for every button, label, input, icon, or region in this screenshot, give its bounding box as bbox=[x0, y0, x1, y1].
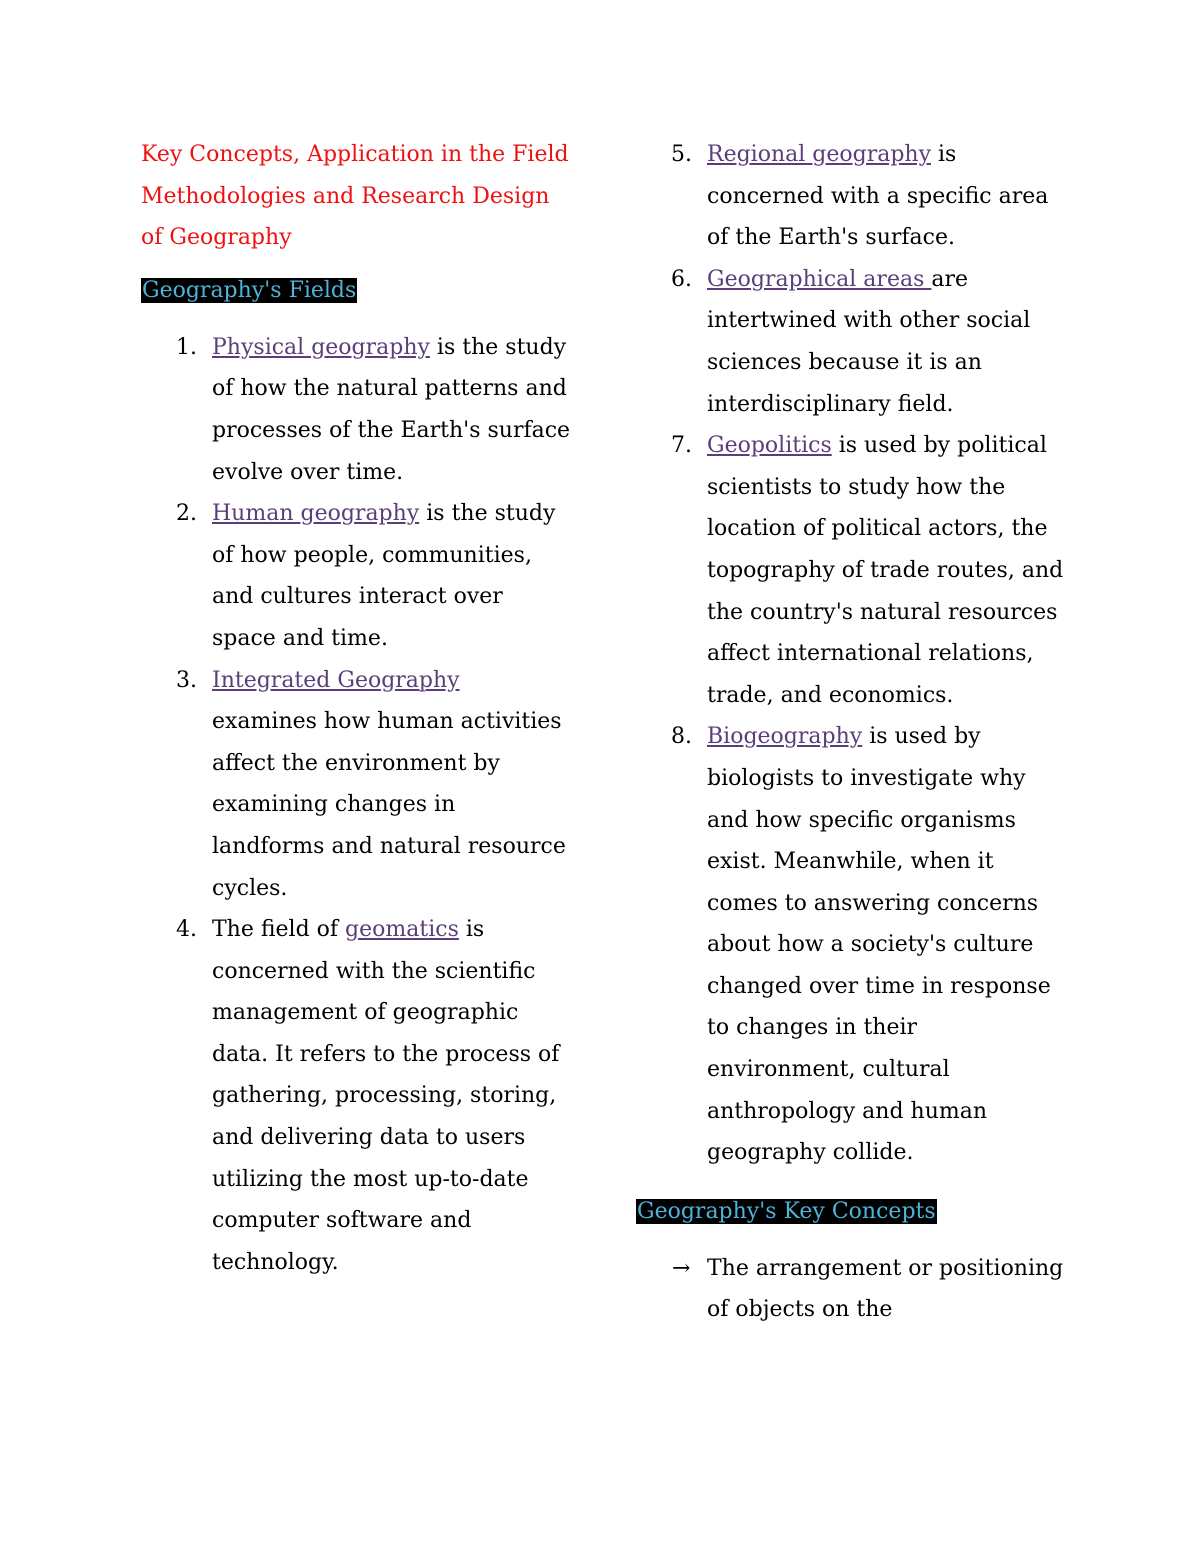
item-pre: The field of bbox=[212, 917, 346, 943]
physical-geography-link[interactable]: Physical geography bbox=[212, 334, 430, 360]
right-column bbox=[636, 134, 1066, 1331]
field-item bbox=[141, 909, 571, 1283]
item-number: 4. bbox=[176, 917, 197, 943]
item-number: 1. bbox=[176, 334, 197, 360]
arrow-icon: → bbox=[672, 1255, 691, 1281]
regional-geography-link[interactable]: Regional geography bbox=[707, 142, 932, 167]
item-text: is used by political scientists to study how the location of political actors, the topography of trade routes, and the country's natural resources affect international relations, trade, and economics. bbox=[707, 433, 1064, 708]
concepts-list bbox=[636, 1248, 1066, 1331]
concept-text: The arrangement or positioning of objects on the bbox=[707, 1255, 1064, 1323]
item-text: examines how human activities affect the environment by examining changes in landforms and natural resource cycles. bbox=[212, 709, 566, 901]
fields-list-part2 bbox=[636, 134, 1066, 1174]
item-number: 3. bbox=[176, 667, 197, 693]
human-geography-link[interactable]: Human geography bbox=[212, 501, 420, 527]
field-item bbox=[636, 259, 1066, 425]
left-column bbox=[141, 134, 571, 1283]
geographical-areas-link[interactable]: Geographical areas bbox=[707, 266, 932, 292]
document-title: Key Concepts, Application in the Field Methodologies and Research Design of Geography bbox=[141, 142, 569, 251]
fields-heading bbox=[141, 275, 571, 307]
field-item bbox=[636, 425, 1066, 716]
field-item bbox=[141, 327, 571, 493]
item-text: is used by biologists to investigate why and how specific organisms exist. Meanwhile, when it comes to answering concerns about how a society's culture changed over time in response to changes in their environment, cultural anthropology and human geography collide. bbox=[707, 724, 1051, 1166]
fields-heading-label: Geography's Fields bbox=[142, 277, 357, 303]
integrated-geography-link[interactable]: Integrated Geography bbox=[212, 667, 460, 693]
fields-list-part1 bbox=[141, 327, 571, 1284]
field-item bbox=[141, 660, 571, 910]
field-item bbox=[141, 493, 571, 659]
geomatics-link[interactable]: geomatics bbox=[345, 917, 459, 943]
item-number: 6. bbox=[671, 266, 692, 292]
concepts-heading bbox=[636, 1196, 1066, 1228]
item-number: 5. bbox=[671, 142, 692, 167]
field-item bbox=[636, 716, 1066, 1174]
item-number: 7. bbox=[671, 433, 692, 459]
item-text: is the study of how the natural patterns and processes of the Earth's surface evolve over time. bbox=[212, 334, 571, 485]
item-text: is concerned with a specific area of the Earth's surface. bbox=[707, 142, 1049, 251]
concept-item bbox=[636, 1248, 1066, 1331]
item-number: 8. bbox=[671, 724, 692, 750]
concepts-heading-label: Geography's Key Concepts bbox=[637, 1198, 936, 1224]
item-text: is concerned with the scientific management of geographic data. It refers to the process of gathering, processing, storing, and delivering data to users utilizing the most up-to-date computer software and technology. bbox=[212, 917, 560, 1275]
field-item bbox=[636, 134, 1066, 259]
biogeography-link[interactable]: Biogeography bbox=[707, 724, 863, 750]
geopolitics-link[interactable]: Geopolitics bbox=[707, 433, 832, 459]
item-text: is the study of how people, communities, and cultures interact over space and time. bbox=[212, 501, 556, 651]
item-number: 2. bbox=[176, 501, 197, 527]
item-text: are intertwined with other social sciences because it is an interdisciplinary field. bbox=[707, 266, 1031, 417]
